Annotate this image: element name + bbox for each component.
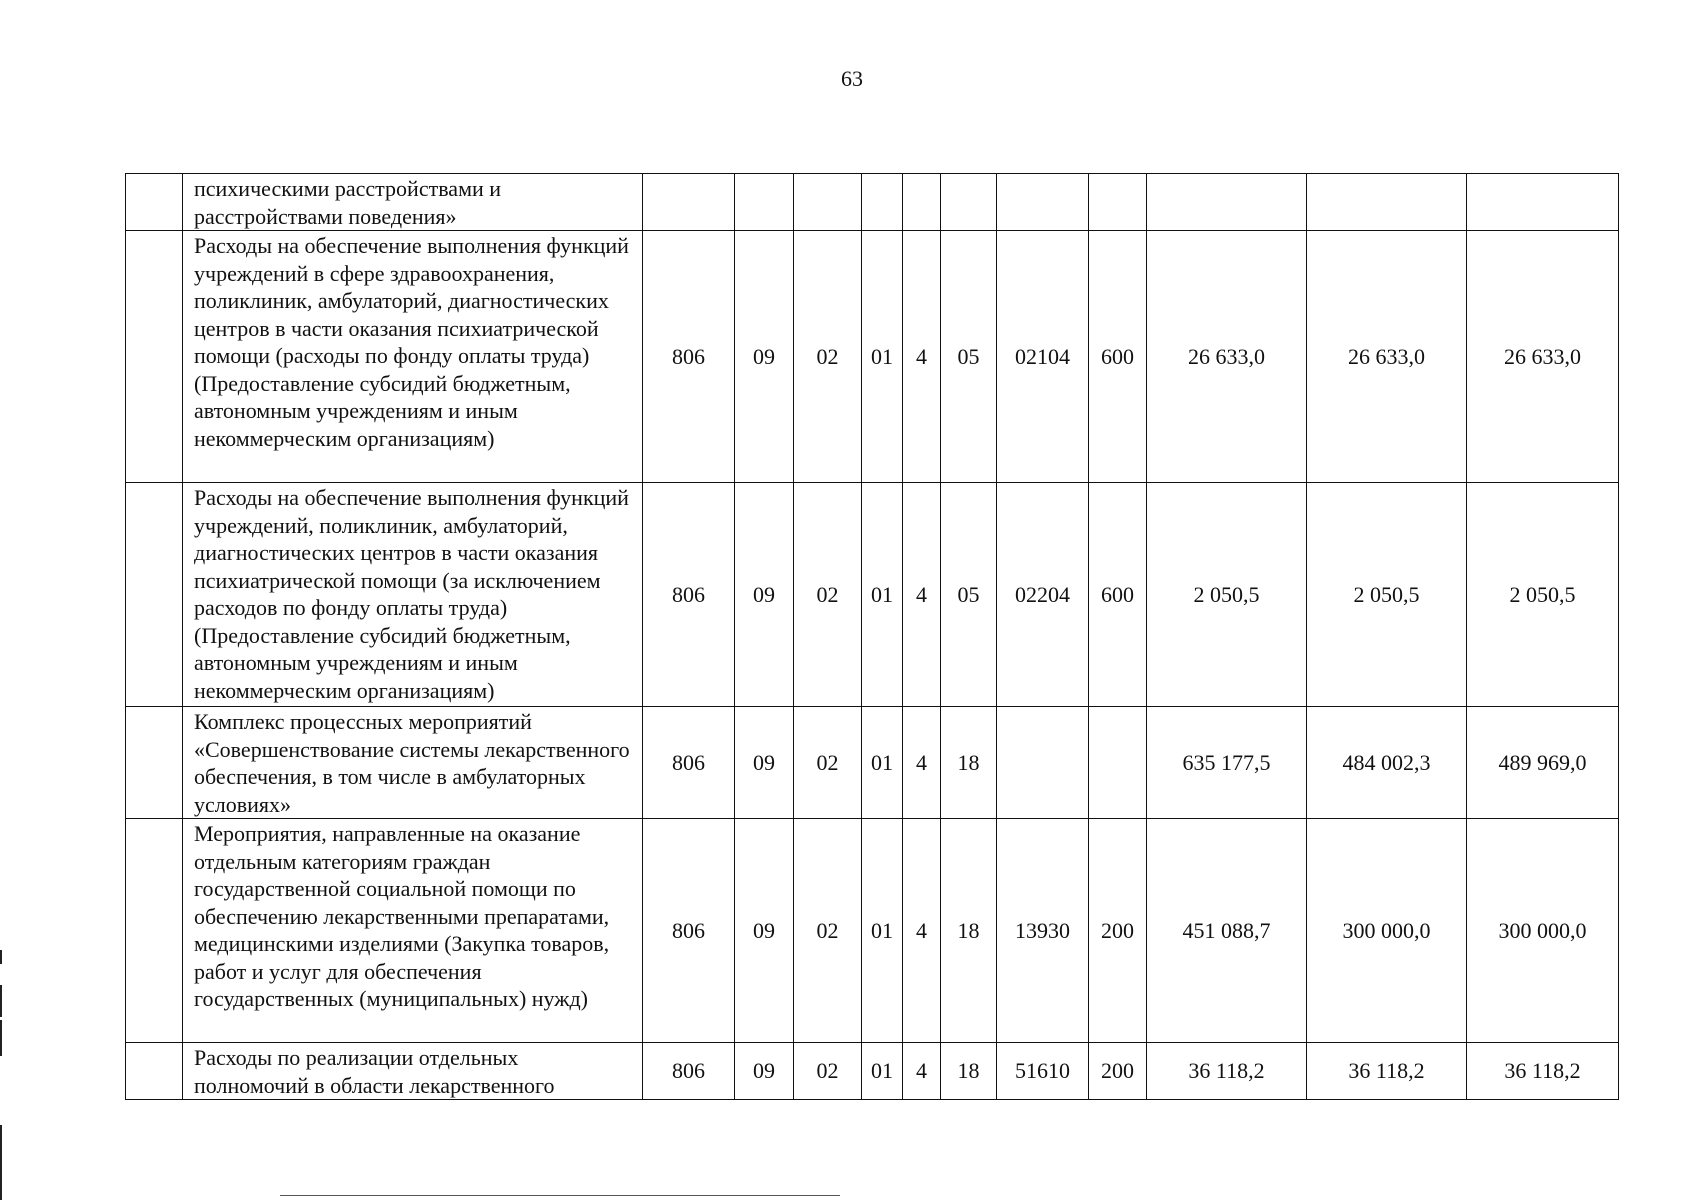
scan-edge-mark — [0, 950, 2, 964]
pr-cell: 02 — [794, 483, 862, 707]
pr-cell: 02 — [794, 231, 862, 483]
year1-amount-cell: 635 177,5 — [1147, 707, 1307, 819]
pr-cell: 02 — [794, 707, 862, 819]
index-cell — [126, 819, 183, 1043]
csr-part4-cell: 13930 — [997, 819, 1089, 1043]
rz-cell: 09 — [735, 707, 794, 819]
pr-cell — [794, 174, 862, 231]
year3-amount-cell: 2 050,5 — [1467, 483, 1619, 707]
csr-part4-cell — [997, 707, 1089, 819]
year3-amount-cell: 36 118,2 — [1467, 1043, 1619, 1100]
year2-amount-cell: 300 000,0 — [1307, 819, 1467, 1043]
description-cell: Комплекс процессных мероприятий «Совершенствование системы лекарственного обеспечения, в том числе в амбулаторных условиях» — [183, 707, 643, 819]
csr-part3-cell: 18 — [941, 707, 997, 819]
table-row — [126, 819, 1619, 1043]
csr-part2-cell — [903, 174, 941, 231]
table-row — [126, 707, 1619, 819]
gr-cell — [643, 174, 735, 231]
scan-edge-mark — [0, 1020, 2, 1056]
csr-part4-cell: 51610 — [997, 1043, 1089, 1100]
vr-cell: 600 — [1089, 231, 1147, 483]
csr-part1-cell — [862, 174, 903, 231]
scan-edge-mark — [0, 1125, 2, 1200]
csr-part4-cell: 02204 — [997, 483, 1089, 707]
index-cell — [126, 231, 183, 483]
year1-amount-cell — [1147, 174, 1307, 231]
csr-part2-cell: 4 — [903, 231, 941, 483]
year3-amount-cell: 300 000,0 — [1467, 819, 1619, 1043]
year3-amount-cell: 489 969,0 — [1467, 707, 1619, 819]
scan-bottom-line — [280, 1195, 840, 1196]
vr-cell — [1089, 174, 1147, 231]
index-cell — [126, 1043, 183, 1100]
gr-cell: 806 — [643, 707, 735, 819]
scan-edge-mark — [0, 985, 2, 1017]
pr-cell: 02 — [794, 819, 862, 1043]
budget-table — [125, 173, 1619, 1100]
index-cell — [126, 707, 183, 819]
table-row — [126, 1043, 1619, 1100]
vr-cell: 200 — [1089, 819, 1147, 1043]
year1-amount-cell: 36 118,2 — [1147, 1043, 1307, 1100]
csr-part2-cell: 4 — [903, 1043, 941, 1100]
csr-part1-cell: 01 — [862, 819, 903, 1043]
year2-amount-cell: 484 002,3 — [1307, 707, 1467, 819]
csr-part3-cell: 18 — [941, 819, 997, 1043]
csr-part4-cell — [997, 174, 1089, 231]
vr-cell — [1089, 707, 1147, 819]
vr-cell: 200 — [1089, 1043, 1147, 1100]
gr-cell: 806 — [643, 819, 735, 1043]
rz-cell: 09 — [735, 483, 794, 707]
csr-part3-cell: 05 — [941, 483, 997, 707]
description-cell: психическими расстройствами и расстройствами поведения» — [183, 174, 643, 231]
year1-amount-cell: 2 050,5 — [1147, 483, 1307, 707]
csr-part2-cell: 4 — [903, 819, 941, 1043]
year3-amount-cell — [1467, 174, 1619, 231]
year2-amount-cell: 2 050,5 — [1307, 483, 1467, 707]
year2-amount-cell — [1307, 174, 1467, 231]
csr-part1-cell: 01 — [862, 483, 903, 707]
index-cell — [126, 483, 183, 707]
table-row — [126, 174, 1619, 231]
csr-part2-cell: 4 — [903, 483, 941, 707]
index-cell — [126, 174, 183, 231]
year1-amount-cell: 26 633,0 — [1147, 231, 1307, 483]
csr-part1-cell: 01 — [862, 231, 903, 483]
description-cell: Расходы на обеспечение выполнения функций учреждений, поликлиник, амбулаторий, диагностических центров в части оказания психиатрической помощи (за исключением расходов по фонду оплаты труда) (Предоставление субсидий бюджетным, автономным учреждениям и иным некоммерческим организациям) — [183, 483, 643, 707]
gr-cell: 806 — [643, 483, 735, 707]
description-cell: Расходы по реализации отдельных полномочий в области лекарственного — [183, 1043, 643, 1100]
csr-part2-cell: 4 — [903, 707, 941, 819]
csr-part4-cell: 02104 — [997, 231, 1089, 483]
gr-cell: 806 — [643, 1043, 735, 1100]
year1-amount-cell: 451 088,7 — [1147, 819, 1307, 1043]
csr-part1-cell: 01 — [862, 707, 903, 819]
rz-cell: 09 — [735, 819, 794, 1043]
year2-amount-cell: 26 633,0 — [1307, 231, 1467, 483]
gr-cell: 806 — [643, 231, 735, 483]
year3-amount-cell: 26 633,0 — [1467, 231, 1619, 483]
description-cell: Мероприятия, направленные на оказание отдельным категориям граждан государственной социальной помощи по обеспечению лекарственными препаратами, медицинскими изделиями (Закупка товаров, работ и услуг для обеспечения государственных (муниципальных) нужд) — [183, 819, 643, 1043]
pr-cell: 02 — [794, 1043, 862, 1100]
rz-cell: 09 — [735, 1043, 794, 1100]
rz-cell — [735, 174, 794, 231]
description-cell: Расходы на обеспечение выполнения функций учреждений в сфере здравоохранения, поликлиник, амбулаторий, диагностических центров в части оказания психиатрической помощи (расходы по фонду оплаты труда) (Предоставление субсидий бюджетным, автономным учреждениям и иным некоммерческим организациям) — [183, 231, 643, 483]
year2-amount-cell: 36 118,2 — [1307, 1043, 1467, 1100]
csr-part3-cell — [941, 174, 997, 231]
csr-part3-cell: 18 — [941, 1043, 997, 1100]
rz-cell: 09 — [735, 231, 794, 483]
csr-part1-cell: 01 — [862, 1043, 903, 1100]
table-row — [126, 231, 1619, 483]
vr-cell: 600 — [1089, 483, 1147, 707]
page-number: 63 — [841, 66, 863, 91]
csr-part3-cell: 05 — [941, 231, 997, 483]
table-row — [126, 483, 1619, 707]
